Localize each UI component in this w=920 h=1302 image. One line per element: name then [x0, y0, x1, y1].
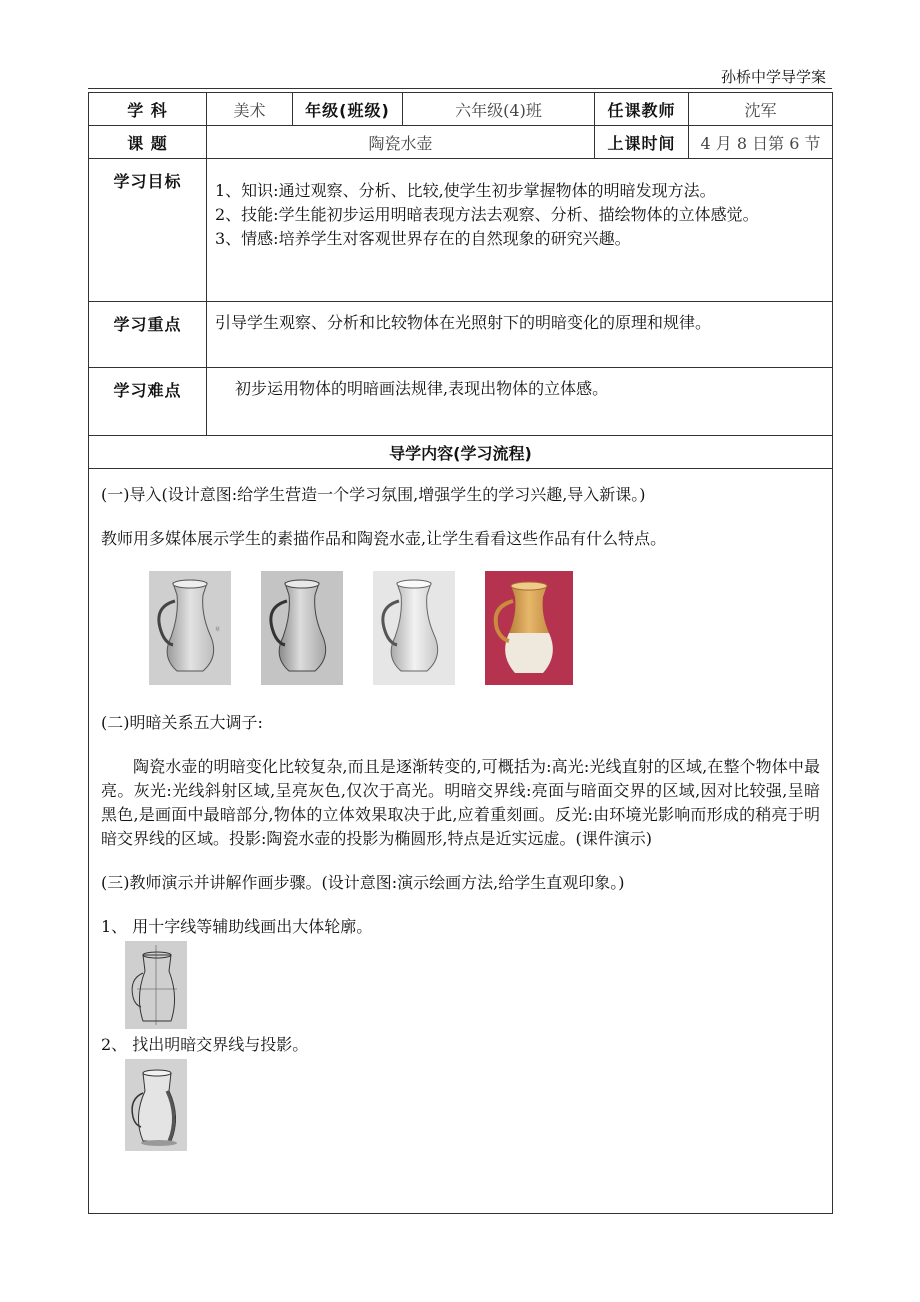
subject-label: 学 科 [89, 93, 207, 126]
school-title: 孙桥中学导学案 [720, 68, 826, 86]
guide-title: 导学内容(学习流程) [89, 436, 833, 469]
time-value: 4 月 8 日第 6 节 [689, 126, 833, 159]
section1-text: 教师用多媒体展示学生的素描作品和陶瓷水壶,让学生看看这些作品有什么特点。 [101, 529, 667, 548]
sketch-pitcher-1-icon [149, 571, 231, 685]
section1-title: (一)导入(设计意图:给学生营造一个学习氛围,增强学生的学习兴趣,导入新课。) [101, 485, 646, 504]
difficulties-text: 初步运用物体的明暗画法规律,表现出物体的立体感。 [207, 368, 833, 436]
section2-text: 陶瓷水壶的明暗变化比较复杂,而且是逐渐转变的,可概括为:高光:光线直射的区域,在整个物体中最亮。灰光:光线斜射区域,呈亮灰色,仅次于高光。明暗交界线:亮面与暗面交界的区域,因对比较强,呈暗黑色,是画面中最暗部分,物体的立体效果取决于此,应着重刻画。反光:由环境光影响而形成的稍亮于明暗交界线的区域。投影:陶瓷水壶的投影为椭圆形,特点是近实远虚。(课件演示) [101, 757, 820, 848]
shading-sketch-icon [125, 1059, 187, 1151]
grade-label: 年级(班级) [293, 93, 403, 126]
difficulties-label: 学习难点 [89, 368, 207, 436]
subject-value: 美术 [207, 93, 293, 126]
step1-text: 1、 用十字线等辅助线画出大体轮廓。 [101, 917, 373, 936]
objectives-label: 学习目标 [89, 159, 207, 302]
grade-value: 六年级(4)班 [403, 93, 595, 126]
objective-item: 3、情感:培养学生对客观世界存在的自然现象的研究兴趣。 [215, 229, 631, 248]
section2-title: (二)明暗关系五大调子: [101, 713, 263, 732]
construction-sketch-icon [125, 941, 187, 1029]
topic-value: 陶瓷水壶 [207, 126, 595, 159]
header-rule [88, 88, 832, 89]
time-label: 上课时间 [595, 126, 689, 159]
teacher-label: 任课教师 [595, 93, 689, 126]
sketch-pitcher-3-icon [373, 571, 455, 685]
example-images [149, 571, 820, 687]
teacher-value: 沈军 [689, 93, 833, 126]
guide-content [89, 469, 833, 1214]
objectives-content [207, 159, 833, 302]
key-points-text: 引导学生观察、分析和比较物体在光照射下的明暗变化的原理和规律。 [207, 302, 833, 368]
section3-title: (三)教师演示并讲解作画步骤。(设计意图:演示绘画方法,给学生直观印象。) [101, 873, 625, 892]
svg-text:草: 草 [215, 627, 221, 633]
topic-label: 课 题 [89, 126, 207, 159]
objective-item: 2、技能:学生能初步运用明暗表现方法去观察、分析、描绘物体的立体感觉。 [215, 205, 759, 224]
sketch-pitcher-2-icon [261, 571, 343, 685]
ceramic-pitcher-photo-icon [485, 571, 573, 685]
lesson-plan-table [88, 92, 833, 1214]
objective-item: 1、知识:通过观察、分析、比较,使学生初步掌握物体的明暗发现方法。 [215, 181, 716, 200]
key-points-label: 学习重点 [89, 302, 207, 368]
step2-text: 2、 找出明暗交界线与投影。 [101, 1035, 309, 1054]
